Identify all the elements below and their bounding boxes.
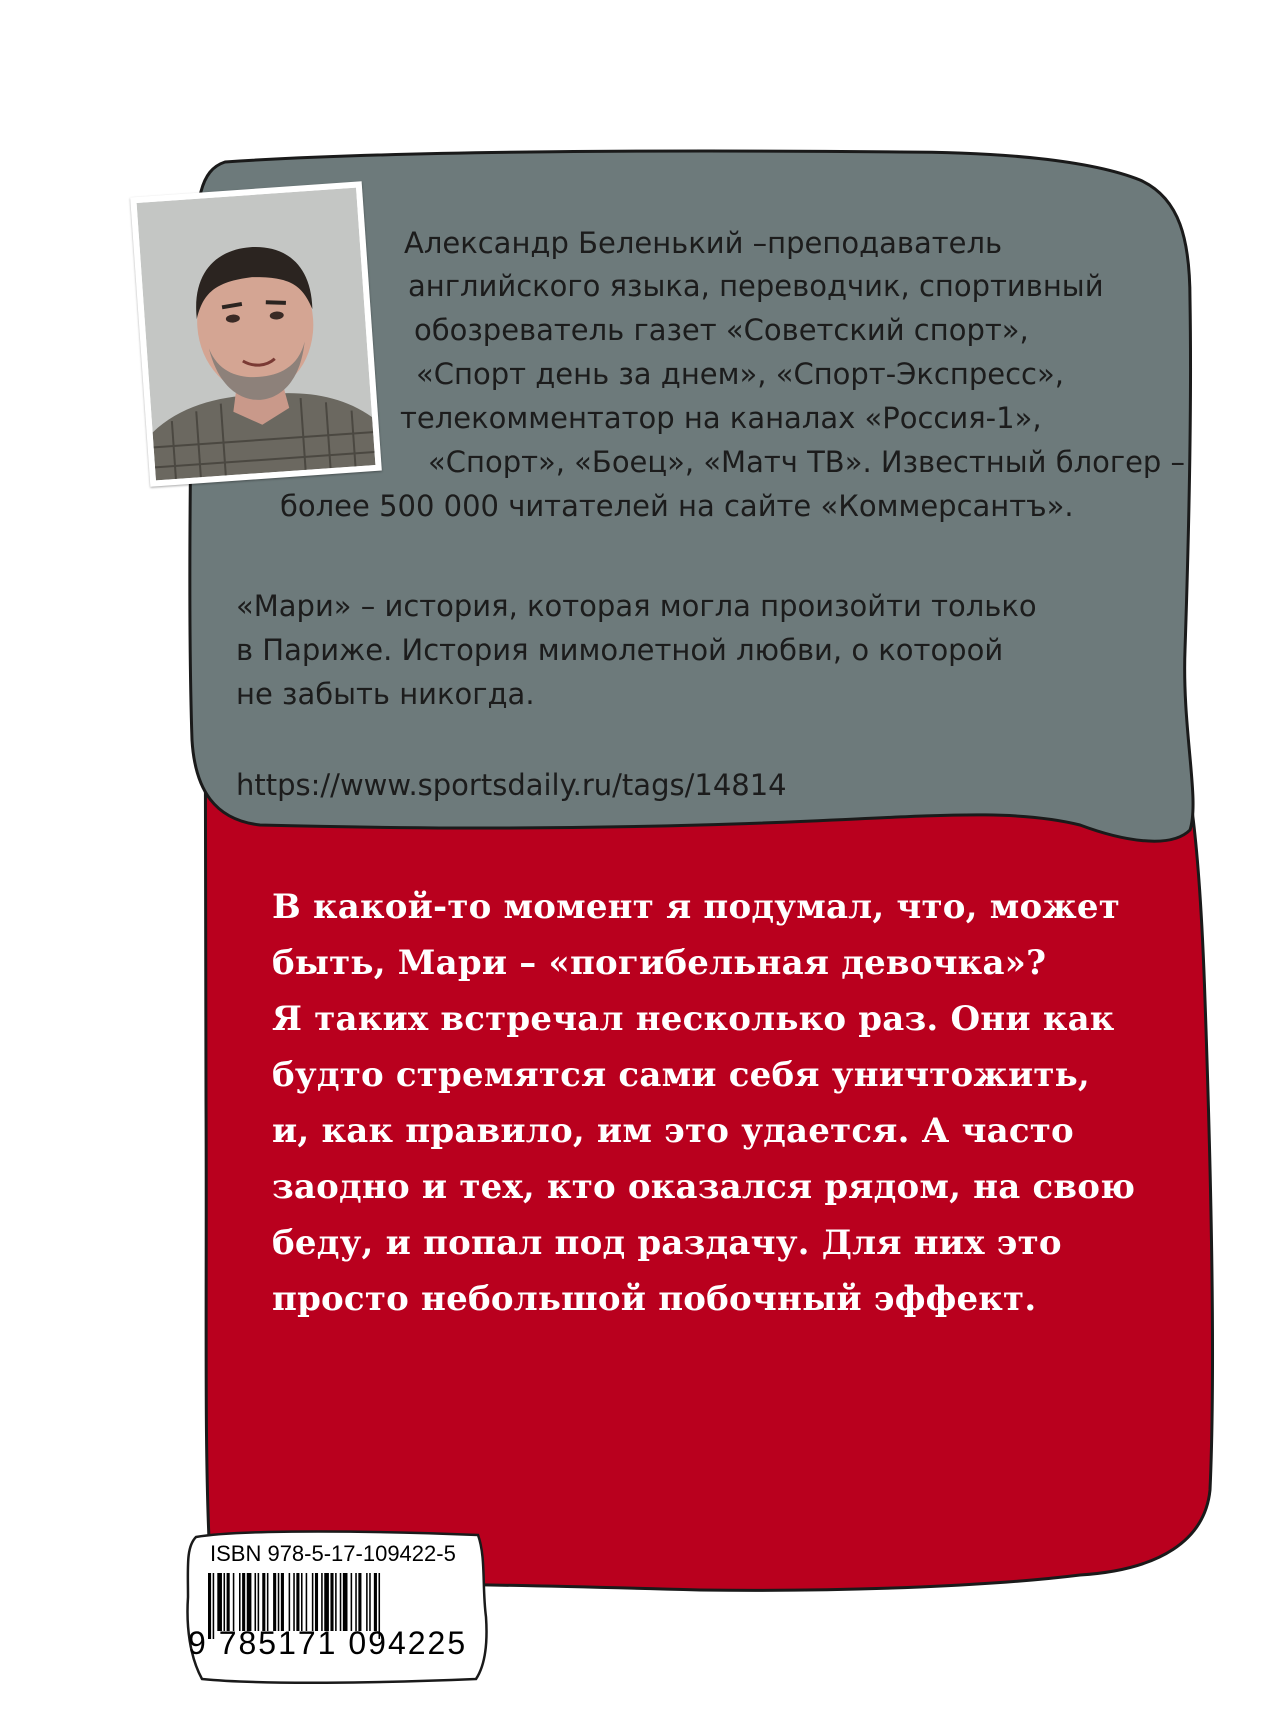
quote-line-8: просто небольшой побочный эффект. <box>272 1279 1037 1319</box>
barcode-bar <box>335 1573 337 1631</box>
barcode-bar <box>258 1573 260 1631</box>
quote-line-4: будто стремятся сами себя уничтожить, <box>272 1055 1090 1095</box>
barcode-bar <box>278 1573 280 1631</box>
barcode-bar <box>340 1573 342 1631</box>
annotation-line-1: «Мари» – история, которая могла произойти только <box>236 589 1037 623</box>
barcode-bar <box>233 1573 235 1631</box>
barcode-bar <box>355 1573 357 1631</box>
barcode-bar <box>247 1573 252 1631</box>
author-portrait-image <box>137 188 376 481</box>
bio-line-4: «Спорт день за днем», «Спорт-Экспресс», <box>416 357 1064 391</box>
barcode-bar <box>267 1573 269 1631</box>
bio-line-7: более 500 000 читателей на сайте «Коммерсантъ». <box>280 489 1074 523</box>
isbn-sticker <box>182 1527 488 1687</box>
barcode-bar <box>217 1573 222 1631</box>
barcode-bar <box>315 1573 318 1631</box>
barcode-digits: 9 785171 094225 <box>188 1625 468 1661</box>
barcode-bar <box>358 1573 361 1631</box>
quote-line-3: Я таких встречал несколько раз. Они как <box>272 999 1115 1039</box>
quote-line-5: и, как правило, им это удается. А часто <box>272 1111 1074 1151</box>
barcode-bar <box>321 1573 323 1631</box>
barcode-bar <box>312 1573 314 1631</box>
barcode-bar <box>242 1573 245 1631</box>
quote-line-2: быть, Мари – «погибельная девочка»? <box>272 943 1047 983</box>
quote-line-1: В какой-то момент я подумал, что, может <box>272 887 1120 927</box>
barcode-bar <box>324 1573 329 1631</box>
annotation-line-3: не забыть никогда. <box>236 677 535 711</box>
bio-line-5: телекомментатор на каналах «Россия-1», <box>400 401 1042 435</box>
quote-line-6: заодно и тех, кто оказался рядом, на свою <box>272 1167 1136 1207</box>
barcode-bar <box>369 1573 371 1631</box>
barcode-bar <box>296 1573 299 1631</box>
bio-line-1: Александр Беленький –преподаватель <box>404 226 1003 260</box>
annotation-line-2: в Париже. История мимолетной любви, о которой <box>236 633 1004 667</box>
barcode-bar <box>255 1573 257 1631</box>
quote-line-7: беду, и попал под раздачу. Для них это <box>272 1223 1062 1263</box>
barcode-bar <box>306 1573 308 1631</box>
barcode-bar <box>224 1573 226 1631</box>
author-url: https://www.sportsdaily.ru/tags/14814 <box>236 768 787 802</box>
barcode-bar <box>330 1573 333 1631</box>
isbn-label: ISBN 978-5-17-109422-5 <box>210 1541 456 1566</box>
barcode-bar <box>293 1573 295 1631</box>
barcode-bar <box>366 1573 368 1631</box>
barcode-bar <box>343 1573 348 1631</box>
barcode-bar <box>351 1573 353 1631</box>
bio-line-2: английского языка, переводчик, спортивный <box>408 269 1104 303</box>
barcode-bar <box>273 1573 276 1631</box>
barcode-bar <box>281 1573 284 1631</box>
barcode-bar <box>374 1573 377 1631</box>
barcode-bar <box>239 1573 241 1631</box>
barcode-bar <box>227 1573 230 1631</box>
barcode-bar <box>289 1573 291 1631</box>
bio-line-6: «Спорт», «Боец», «Матч ТВ». Известный блогер – <box>428 445 1186 479</box>
bio-line-3: обозреватель газет «Советский спорт», <box>414 313 1029 347</box>
author-photo <box>130 181 382 486</box>
barcode-bar <box>262 1573 265 1631</box>
barcode-bar <box>301 1573 303 1631</box>
